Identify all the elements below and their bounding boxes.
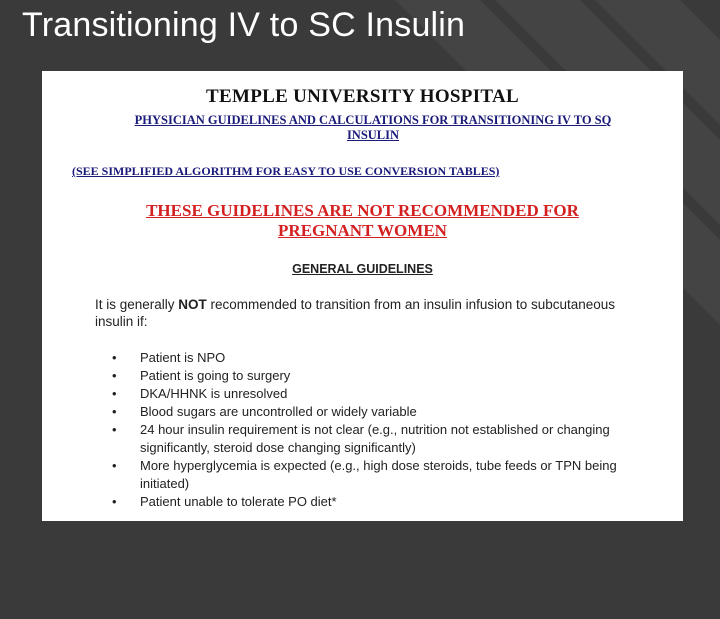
see-algorithm-note: (SEE SIMPLIFIED ALGORITHM FOR EASY TO USE CONVERSION TABLES) bbox=[72, 164, 500, 178]
intro-text-end: recommended to transition from an insulin infusion to subcutaneous insulin if: bbox=[95, 297, 616, 329]
contraindication-list bbox=[112, 349, 657, 511]
bullet-icon: • bbox=[112, 458, 117, 473]
document-subtitle bbox=[78, 113, 668, 143]
intro-paragraph bbox=[95, 296, 655, 330]
subtitle-line-2: INSULIN bbox=[346, 128, 400, 142]
bullet-icon: • bbox=[112, 422, 117, 437]
pregnancy-warning bbox=[42, 201, 683, 241]
hospital-name: TEMPLE UNIVERSITY HOSPITAL bbox=[206, 86, 519, 107]
bullet-icon: • bbox=[112, 350, 117, 365]
bullet-icon: • bbox=[112, 368, 117, 383]
list-item bbox=[112, 367, 657, 385]
document-image bbox=[42, 71, 683, 521]
bullet-icon: • bbox=[112, 494, 117, 509]
bullet-icon: • bbox=[112, 386, 117, 401]
list-item bbox=[112, 421, 657, 457]
list-item bbox=[112, 403, 657, 421]
intro-text-start: It is generally bbox=[95, 297, 179, 312]
list-item bbox=[112, 349, 657, 367]
bullet-icon: • bbox=[112, 404, 117, 419]
warning-line-2: PREGNANT WOMEN bbox=[278, 221, 447, 240]
list-item-text: Patient is going to surgery bbox=[140, 368, 291, 383]
list-item-text: Blood sugars are uncontrolled or widely variable bbox=[140, 404, 417, 419]
list-item bbox=[112, 493, 657, 511]
list-item-text: Patient unable to tolerate PO diet* bbox=[140, 494, 337, 509]
slide-title: Transitioning IV to SC Insulin bbox=[22, 6, 466, 44]
subtitle-line-1: PHYSICIAN GUIDELINES AND CALCULATIONS FOR TRANSITIONING IV TO SQ bbox=[134, 113, 612, 127]
list-item-text: 24 hour insulin requirement is not clear (e.g., nutrition not established or changing significantly, steroid dose changing significantly) bbox=[140, 422, 610, 455]
warning-line-1: THESE GUIDELINES ARE NOT RECOMMENDED FOR bbox=[146, 201, 579, 220]
list-item bbox=[112, 385, 657, 403]
list-item bbox=[112, 457, 657, 493]
general-guidelines-heading: GENERAL GUIDELINES bbox=[292, 262, 433, 276]
intro-not-emphasis: NOT bbox=[178, 297, 207, 312]
list-item-text: DKA/HHNK is unresolved bbox=[140, 386, 288, 401]
list-item-text: More hyperglycemia is expected (e.g., high dose steroids, tube feeds or TPN being initiated) bbox=[140, 458, 617, 491]
list-item-text: Patient is NPO bbox=[140, 350, 226, 365]
